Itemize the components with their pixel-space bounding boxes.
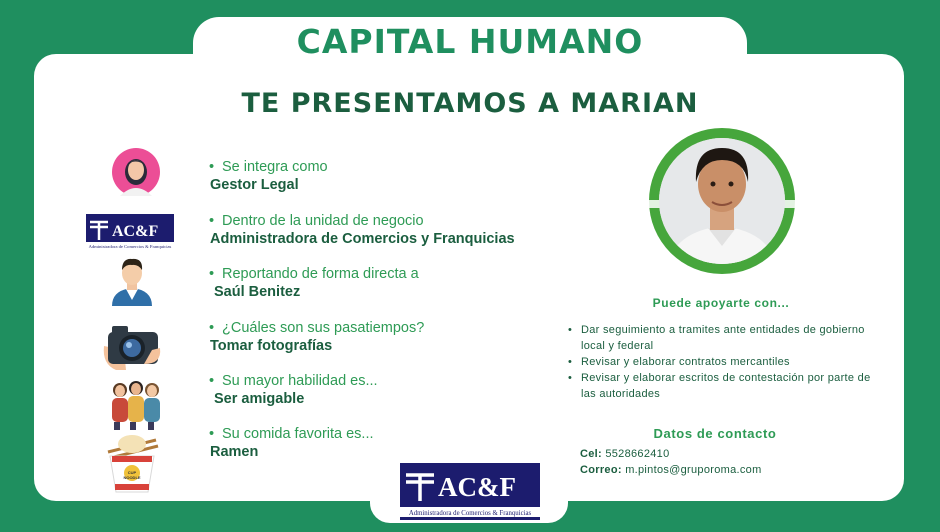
page-title: CAPITAL HUMANO — [296, 22, 644, 61]
logo-small-tagline: Administradora de Comercios & Franquicias — [88, 244, 172, 249]
support-title: Puede apoyarte con... — [652, 296, 790, 310]
ramen-icon — [104, 430, 160, 498]
camera-icon — [102, 320, 162, 372]
answer-hobby: Tomar fotografías — [210, 338, 333, 354]
svg-text:CUP: CUP — [127, 470, 137, 475]
friends-icon — [108, 378, 164, 430]
logo-large-tagline: Administradora de Comercios & Franquicias — [408, 510, 532, 517]
support-list — [568, 322, 886, 402]
profile-photo — [644, 128, 800, 274]
acf-logo-large — [400, 463, 540, 520]
contact-phone — [580, 448, 670, 460]
contact-title: Datos de contacto — [653, 426, 777, 441]
logo-large-text: AC&F — [438, 472, 516, 502]
support-item: • Revisar y elaborar escritos de contestación por parte de las autoridades — [568, 370, 886, 402]
acf-logo-small — [86, 214, 174, 250]
svg-text:NOODLE: NOODLE — [123, 475, 141, 480]
answer-report: Saúl Benitez — [214, 284, 301, 300]
page-subtitle: TE PRESENTAMOS A MARIAN — [241, 88, 699, 119]
phone-label: Cel: — [580, 448, 602, 460]
support-item: • Revisar y elaborar contratos mercantiles — [568, 354, 886, 370]
answer-food: Ramen — [210, 444, 259, 460]
female-avatar-icon — [110, 148, 162, 196]
answer-skill: Ser amigable — [214, 391, 305, 407]
phone-value: 5528662410 — [605, 448, 670, 460]
question-food: • Su comida favorita es... — [222, 426, 374, 442]
male-avatar-icon — [108, 256, 156, 306]
email-label: Correo: — [580, 464, 622, 476]
support-item: • Dar seguimiento a tramites ante entidades de gobierno local y federal — [568, 322, 886, 354]
question-hobby: • ¿Cuáles son sus pasatiempos? — [222, 320, 424, 336]
email-value: m.pintos@gruporoma.com — [625, 464, 762, 476]
question-report: • Reportando de forma directa a — [222, 266, 419, 282]
logo-small-text: AC&F — [112, 223, 159, 240]
answer-role: Gestor Legal — [210, 177, 299, 193]
answer-unit: Administradora de Comercios y Franquicias — [210, 231, 515, 247]
question-skill: • Su mayor habilidad es... — [222, 373, 378, 389]
contact-email — [580, 464, 762, 476]
question-unit: • Dentro de la unidad de negocio — [222, 213, 424, 229]
question-role: • Se integra como — [222, 159, 328, 175]
